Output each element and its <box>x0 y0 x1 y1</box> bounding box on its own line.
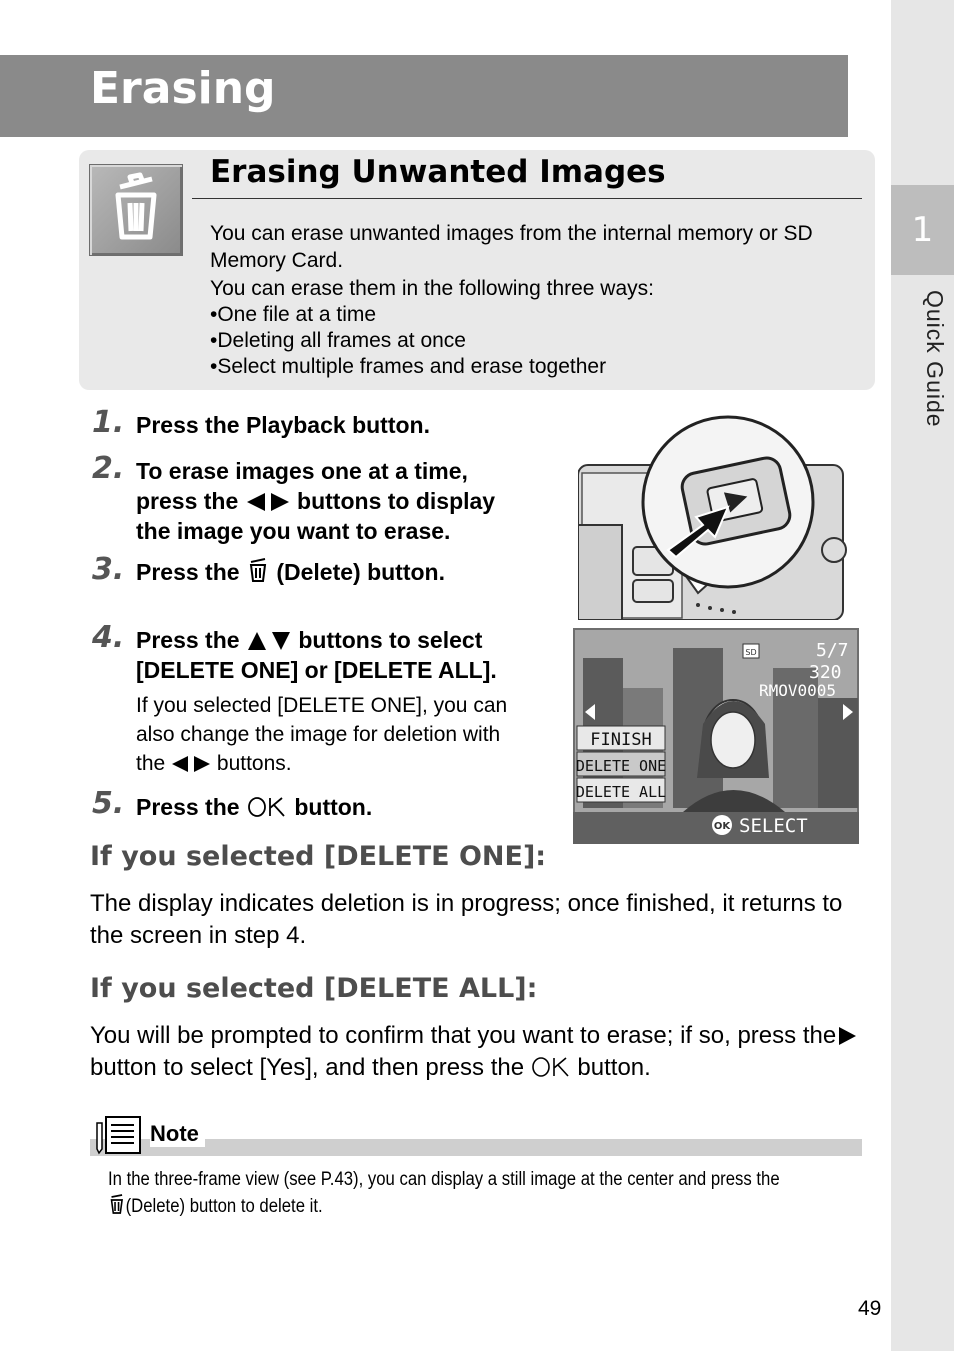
step-line <box>136 625 561 655</box>
ok-icon <box>246 796 288 818</box>
step-text <box>136 792 372 822</box>
paragraph: The display indicates deletion is in progress; once finished, it returns to the screen in step 4. <box>90 890 843 949</box>
step-part: Press the <box>136 559 240 585</box>
step-text <box>136 456 556 546</box>
step-text <box>136 625 561 685</box>
step-part: Press the <box>136 794 240 820</box>
section-heading: Erasing Unwanted Images <box>210 154 666 190</box>
step-number: 1. <box>92 405 125 440</box>
bullet-item: •Select multiple frames and erase together <box>210 355 607 378</box>
step-line: To erase images one at a time, <box>136 458 468 484</box>
lcd-screen-illustration <box>573 628 859 844</box>
step-text <box>136 557 445 587</box>
lcd-ok-label: SELECT <box>739 815 808 837</box>
intro-line: You can erase unwanted images from the internal memory or SD Memory Card. <box>210 222 813 272</box>
subsection-heading: If you selected [DELETE ALL]: <box>90 973 538 1004</box>
intro-line: You can erase them in the following three ways: <box>210 277 654 300</box>
lcd-image-size: 320 <box>809 662 842 683</box>
left-right-arrows-icon <box>171 755 211 773</box>
trash-icon <box>89 164 183 256</box>
bullet-item: •Deleting all frames at once <box>210 329 466 352</box>
note-part: the <box>136 752 166 775</box>
trash-icon <box>108 1193 126 1215</box>
chapter-number: 1 <box>911 210 934 250</box>
step-part: press the <box>136 488 239 514</box>
lcd-menu-item: DELETE ONE <box>575 757 667 775</box>
paragraph-part: the <box>802 1022 837 1049</box>
step-number: 3. <box>92 552 125 587</box>
page-number: 49 <box>858 1297 882 1320</box>
step-part: buttons to display <box>297 488 496 514</box>
camera-playback-button-illustration <box>578 415 848 620</box>
ok-icon <box>531 1056 571 1078</box>
note-line: If you selected [DELETE ONE], you can <box>136 694 508 717</box>
paragraph <box>90 1020 865 1084</box>
intro-text <box>210 220 870 380</box>
page-title: Erasing <box>90 63 276 114</box>
step-part: (Delete) button. <box>276 559 445 585</box>
left-right-arrows-icon <box>245 492 291 512</box>
up-down-arrows-icon <box>246 631 292 651</box>
note-text <box>108 1166 856 1220</box>
lcd-frame-counter: 5/7 <box>816 640 849 661</box>
step-number: 4. <box>92 620 125 655</box>
paragraph-part: You will be prompted to confirm that you want to erase; if so, press <box>90 1022 797 1049</box>
step-number: 5. <box>92 786 125 821</box>
note-line <box>108 1193 856 1220</box>
step-note <box>136 691 556 778</box>
lcd-menu-item: DELETE ALL <box>575 783 667 801</box>
chapter-label: Quick Guide <box>922 290 948 428</box>
step-part: Press the <box>136 627 240 653</box>
step-line: [DELETE ONE] or [DELETE ALL]. <box>136 657 497 683</box>
note-line <box>136 749 556 778</box>
note-part: buttons. <box>216 752 292 775</box>
paragraph-part: button. <box>577 1054 651 1081</box>
note-part: (Delete) button to delete it. <box>125 1196 323 1217</box>
lcd-sd-label: SD <box>745 648 757 657</box>
svg-text:OK: OK <box>713 821 731 832</box>
right-arrow-icon <box>836 1026 858 1046</box>
lcd-menu-item: FINISH <box>590 730 652 750</box>
note-label: Note <box>150 1121 205 1147</box>
bullet-item: •One file at a time <box>210 303 377 326</box>
step-line: the image you want to erase. <box>136 518 451 544</box>
note-bar <box>90 1139 862 1156</box>
subsection-heading: If you selected [DELETE ONE]: <box>90 841 547 872</box>
chapter-tab <box>891 185 954 275</box>
step-text: Press the Playback button. <box>136 412 430 438</box>
trash-icon <box>246 557 270 583</box>
note-line: In the three-frame view (see P.43), you can display a still image at the center and press the <box>108 1169 780 1190</box>
step-number: 2. <box>92 451 125 486</box>
note-icon <box>94 1115 144 1155</box>
paragraph-part: button to select [Yes], and then press the <box>90 1054 525 1081</box>
heading-rule <box>192 198 862 199</box>
note-line: also change the image for deletion with <box>136 723 501 746</box>
step-line <box>136 486 556 516</box>
step-part: button. <box>294 794 373 820</box>
step-part: buttons to select <box>298 627 483 653</box>
lcd-file-name: RMOV0005 <box>759 681 837 700</box>
